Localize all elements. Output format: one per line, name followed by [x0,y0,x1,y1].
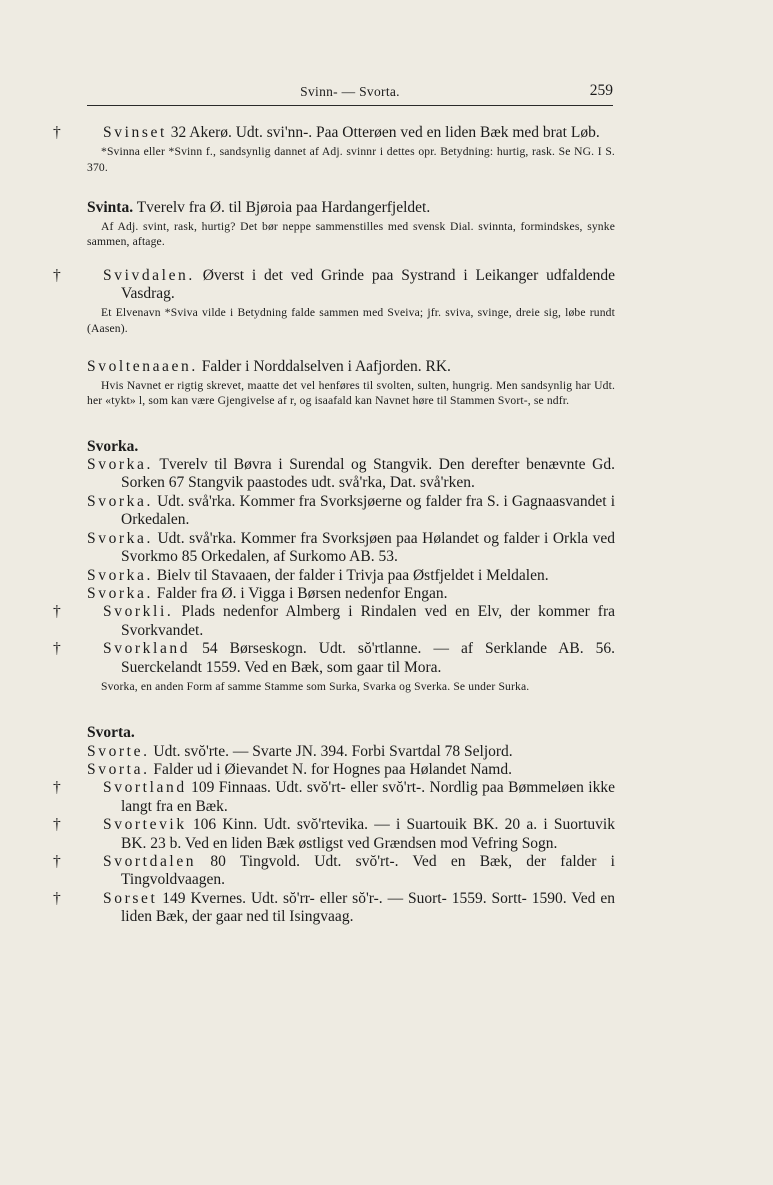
headword: Svoltenaaen. [87,357,198,375]
entry-text: Plads nedenfor Almberg i Rindalen ved en Elv, der kommer fra Svorkvandet. [121,603,615,639]
entry-svoltenaaen [87,358,615,409]
entry-text: Bielv til Stavaaen, der falder i Trivja paa Østfjeldet i Meldalen. [153,566,549,584]
entry-text: 80 Tingvold. Udt. svŏ'rt-. Ved en Bæk, der falder i Tingvoldvaagen. [121,852,615,889]
etymology-note: Et Elvenavn *Sviva vilde i Betydning falde sammen med Sveiva; jfr. sviva, svinge, dreie sig, løbe rundt (Aasen). [87,306,615,335]
entry-text: Tverelv til Bøvra i Surendal og Stangvik. Den derefter benævnte Gd. Sorken 67 Stangvik paastodes udt. svå'rka, Dat. svå'rken. [121,456,615,492]
running-title: Svinn- — Svorta. [300,84,400,99]
page-number: 259 [589,82,613,99]
headword: Svortland [103,779,187,797]
entry-line [87,761,615,779]
entry-svorta [53,724,615,926]
headword: Svorkli. [103,603,174,621]
entry-line [53,640,615,677]
etymology-note: Hvis Navnet er rigtig skrevet, maatte det vel henføres til svolten, sulten, hungrig. Men sandsynlig har Udt. her «tykt» l, som kan være Gjengivelse af r, og isaafald kan Navnet høre til Stammen Svort-, se ndfr. [87,379,615,408]
headword: Svorta. [87,760,150,778]
cross-mark: † [53,640,61,658]
section-heading: Svorka. [87,437,139,455]
entry-line [87,530,615,567]
entry-text: Øverst i det ved Grinde paa Systrand i Leikanger udfaldende Vasdrag. [121,266,615,303]
cross-mark: † [53,266,61,284]
headword: Svorkland [103,640,191,658]
entry-svinset [53,124,615,175]
etymology-note: Af Adj. svint, rask, hurtig? Det bør neppe sammenstilles med svensk Dial. svinnta, formindskes, synke sammen, aftage. [87,220,615,249]
page-header [87,84,613,106]
headword: Svorka. [87,566,153,584]
cross-mark: † [53,816,61,834]
entry-text: Udt. svå'rka. Kommer fra Svorksjøen paa Hølandet og falder i Orkla ved Svorkmo 85 Orkedalen, af Surkomo AB. 53. [121,529,615,566]
headword: Svinset [103,124,167,141]
section-heading: Svinta. [87,198,134,216]
headword: Svorka. [87,456,153,474]
entry-text: Falder i Norddalselven i Aafjorden. RK. [197,357,451,375]
etymology-note: Svorka, en anden Form af samme Stamme som Surka, Svarka og Sverka. Se under Surka. [101,679,530,693]
cross-mark: † [53,779,61,797]
entry-text: Udt. svå'rka. Kommer fra Svorksjøerne og falder fra S. i Gagnaasvandet i Orkedalen. [121,492,615,529]
entry-line [87,199,615,217]
entry-text: 149 Kvernes. Udt. sŏ'rr- eller sŏ'r-. — Suort- 1559. Sortt- 1590. Ved en liden Bæk, der gaar ned til Isingvaag. [121,889,615,926]
entry-line [53,889,615,927]
cross-mark: † [53,889,61,907]
headword: Svorte. [87,742,150,760]
entry-text: 109 Finnaas. Udt. svŏ'rt- eller svŏ'rt-. Nordlig paa Bømmeløen ikke langt fra en Bæk. [121,779,615,815]
entry-text: Udt. svŏ'rte. — Svarte JN. 394. Forbi Svartdal 78 Seljord. [149,742,513,760]
entry-text: 106 Kinn. Udt. svŏ'rtevika. — i Suartouik BK. 20 a. i Suortuvik BK. 23 b. Ved en liden Bæk østligst ved Grændsen mod Vefring Sogn. [121,816,615,852]
entry-svinta [87,199,615,250]
headword: Svortevik [103,816,187,834]
headword: Svortdalen [103,852,197,870]
entry-text: Tverelv fra Ø. til Bjøroia paa Hardangerfjeldet. [133,198,431,216]
entry-line [53,852,615,890]
section-heading: Svorta. [87,724,135,742]
entry-line [87,456,615,493]
entry-line [87,567,615,585]
cross-mark: † [53,603,61,621]
entry-line [87,358,615,376]
entry-line [53,603,615,640]
etymology-note: *Svinna eller *Svinn f., sandsynlig dannet af Adj. svinnr i dettes opr. Betydning: hurtig, rask. Se NG. I S. 370. [87,145,615,174]
cross-mark: † [53,852,61,870]
entry-line [53,124,615,142]
dictionary-content [53,124,615,927]
headword: Svorka. [87,584,153,602]
entry-text: Falder ud i Øievandet N. for Hognes paa Hølandet Namd. [149,760,512,778]
entry-svorka [53,437,615,694]
entry-line [53,816,615,853]
entry-text: 54 Børseskogn. Udt. sŏ'rtlanne. — af Serklande AB. 56. Suerckelandt 1559. Ved en Bæk, som gaar til Mora. [121,640,615,676]
entry-line [53,779,615,816]
headword: Svorka. [87,529,153,547]
entry-text: 32 Akerø. Udt. svi'nn-. Paa Otterøen ved en liden Bæk med brat Løb. [166,124,600,141]
entry-line [87,743,615,761]
entry-line [87,585,615,603]
header-rule [87,105,613,106]
entry-line [87,493,615,530]
headword: Svivdalen. [103,266,195,284]
headword: Svorka. [87,492,153,510]
entry-svivdalen [53,266,615,336]
entry-text: Falder fra Ø. i Vigga i Børsen nedenfor Engan. [153,584,448,602]
cross-mark: † [53,124,61,141]
entry-line [53,266,615,304]
headword: Sorset [103,889,158,907]
